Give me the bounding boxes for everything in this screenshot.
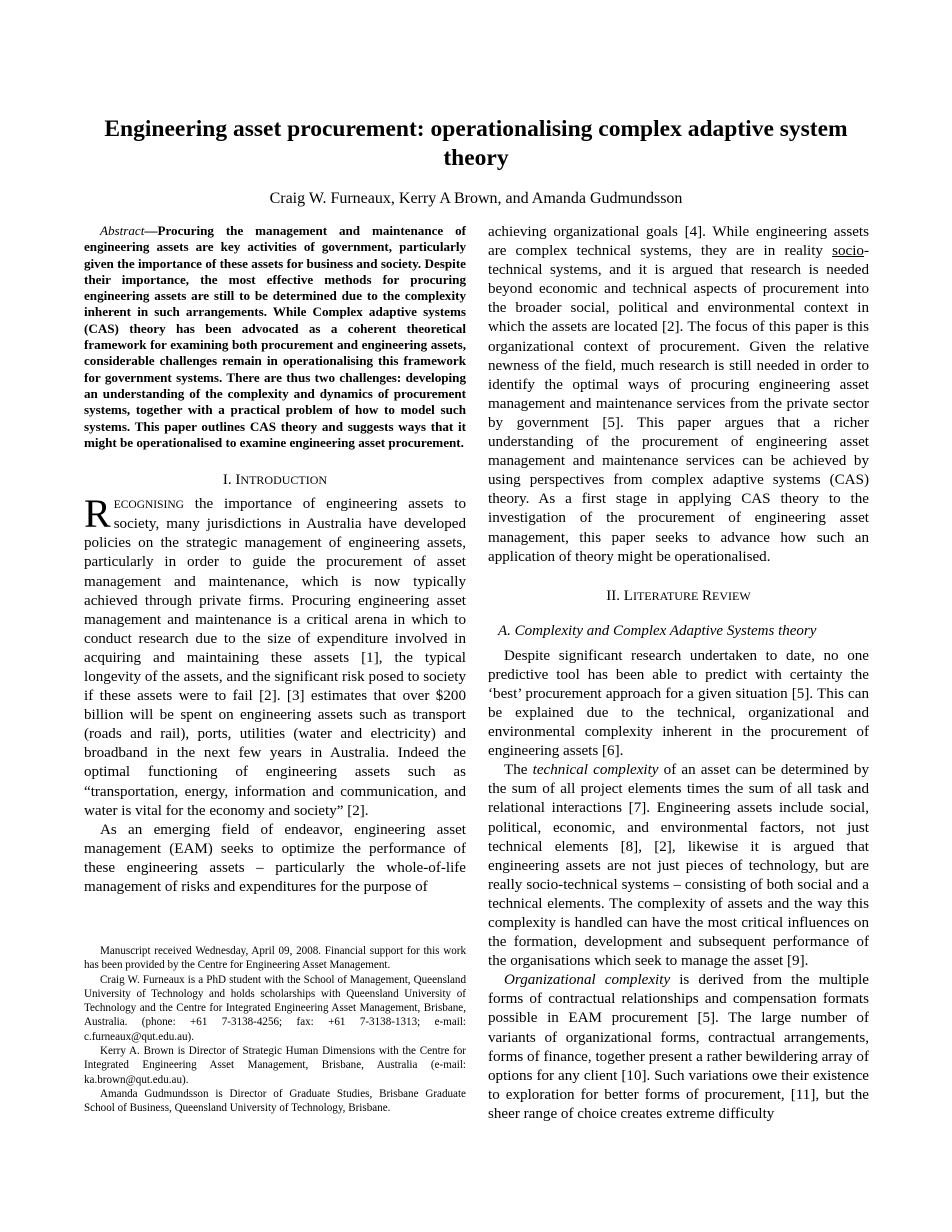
footnote: Manuscript received Wednesday, April 09, 2008. Financial support for this work has been provided by the Centre for Engineering Asset Management. bbox=[84, 945, 466, 972]
footnote: Amanda Gudmundsson is Director of Graduate Studies, Brisbane Graduate School of Business, Queensland University of Technology, Brisbane. bbox=[84, 1087, 466, 1115]
author-list: Craig W. Furneaux, Kerry A Brown, and Amanda Gudmundsson bbox=[269, 190, 683, 207]
intro-paragraph-1: RECOGNISING the importance of engineering assets to society, many jurisdictions in Australia have developed policies on the strategic management of engineering assets, particularly in order to guide the procurement of asset management and maintenance, which is now typically achieved through private firms. Procuring engineering asset management and maintenance is a critical arena in which to conduct research due to the size of expenditure involved in acquiring and maintaining these assets [1], the typical longevity of the assets, and the significant risk posed to society if these assets were to fail [2]. [3] estimates that over $200 billion will be spent on engineering assets such as transport (roads and rail), ports, utilities (water and electricity) and broadband in the next few years in Australia. Indeed the optimal functioning of engineering assets such as “transportation, energy, information and communication, and water is vital for the economy and society” [2]. bbox=[84, 491, 466, 819]
literature-paragraph-2: The technical complexity of an asset can be determined by the sum of all project elements times the sum of all task and relational interactions [7]. Engineering assets include social, political, economic, and environmental factors, not just technical elements [8], [2], likewise it is argued that engineering assets are not just pieces of technology, but are really socio-technical systems – consisting of both social and a technical elements. The complexity of assets and the way this complexity is handled can have the most critical influences on the formation, development and subsequent performance of the organisations which seek to manage the asset [9]. bbox=[488, 762, 869, 970]
section-heading-introduction: I. INTRODUCTION bbox=[222, 472, 328, 489]
footnote: Kerry A. Brown is Director of Strategic Human Dimensions with the Centre for Integrated Engineering Asset Management, Brisbane, Australia (e-mail: ka.brown@qut.edu.au). bbox=[84, 1045, 466, 1086]
abstract bbox=[84, 223, 466, 451]
abstract-text: —Procuring the management and maintenance of engineering assets are key activities of government, particularly given the importance of these assets for business and society. Despite their importance, the most effective methods for procuring engineering assets are still to be determined due to the complexity inherent in such arrangements. While Complex adaptive systems (CAS) theory has been advocated as a coherent theoretical framework for examining both procurement and engineering assets, considerable challenges remain in operationalising this framework for government systems. There are thus two challenges: developing an understanding of the complexity and dynamics of procurement systems, together with a practical problem of how to model such systems. This paper outlines CAS theory and suggests ways that it might be operationalised to examine engineering asset procurement. bbox=[84, 223, 466, 450]
literature-paragraph-1: Despite significant research undertaken to date, no one predictive tool has been able to predict with certainty the ‘best’ procurement approach for a given situation [5]. This can be explained due to the technical, organizational and environmental complexity inherent in the procurement of engineering assets [6]. bbox=[488, 647, 869, 760]
footnote: Craig W. Furneaux is a PhD student with the School of Management, Queensland University of Technology and holds scholarships with Queensland University of Technology and the Centre for Integrated Engineering Asset Management, Brisbane, Australia. (phone: +61 7-3138-4256; fax: +61 7-3138-1313; e-mail: c.furneaux@qut.edu.au). bbox=[84, 973, 466, 1043]
paper-title: Engineering asset procurement: operationalising complex adaptive system theory bbox=[104, 116, 848, 171]
literature-paragraph-3: Organizational complexity is derived from the multiple forms of contractual relationships and compensation formats possible in EAM procurement [5]. The large number of variants of organizational forms, contractual arrangements, forms of finance, together present a rather bewildering array of options for any client [10]. Such variations owe their existence to exploration for better forms of procurement, [11], but the sheer range of choice creates extreme difficulty bbox=[488, 972, 869, 1122]
intro-paragraph-2: As an emerging field of endeavor, engineering asset management (EAM) seeks to optimize the performance of these engineering assets – particularly the whole-of-life management of risks and expenditures for the purpose of bbox=[84, 821, 466, 896]
section-heading-literature-review: II. LITERATURE REVIEW bbox=[606, 587, 751, 604]
right-column bbox=[488, 223, 869, 1124]
footnotes bbox=[84, 944, 466, 1116]
drop-cap: R bbox=[84, 491, 111, 537]
intro-paragraph-3: achieving organizational goals [4]. While engineering assets are complex technical systems, they are in reality socio-technical systems, and it is argued that research is needed beyond economic and technical aspects of procurement into the broader social, political and environmental context in which the assets are located [2]. The focus of this paper is this organizational context of procurement. Given the relative newness of the field, much research is still needed in order to identify the optimal ways of procuring engineering asset management and maintenance services from the private sector by government [5]. This paper argues that a richer understanding of the procurement of engineering asset management and maintenance services can be achieved by using perspectives from complex adaptive systems (CAS) theory. As a first stage in applying CAS theory to the investigation of the procurement of engineering asset management, this paper seeks to advance how such an application of theory might be operationalised. bbox=[488, 224, 869, 565]
abstract-label: Abstract bbox=[100, 223, 145, 238]
subsection-heading: A. Complexity and Complex Adaptive Systems theory bbox=[498, 622, 817, 639]
left-column bbox=[84, 223, 466, 897]
